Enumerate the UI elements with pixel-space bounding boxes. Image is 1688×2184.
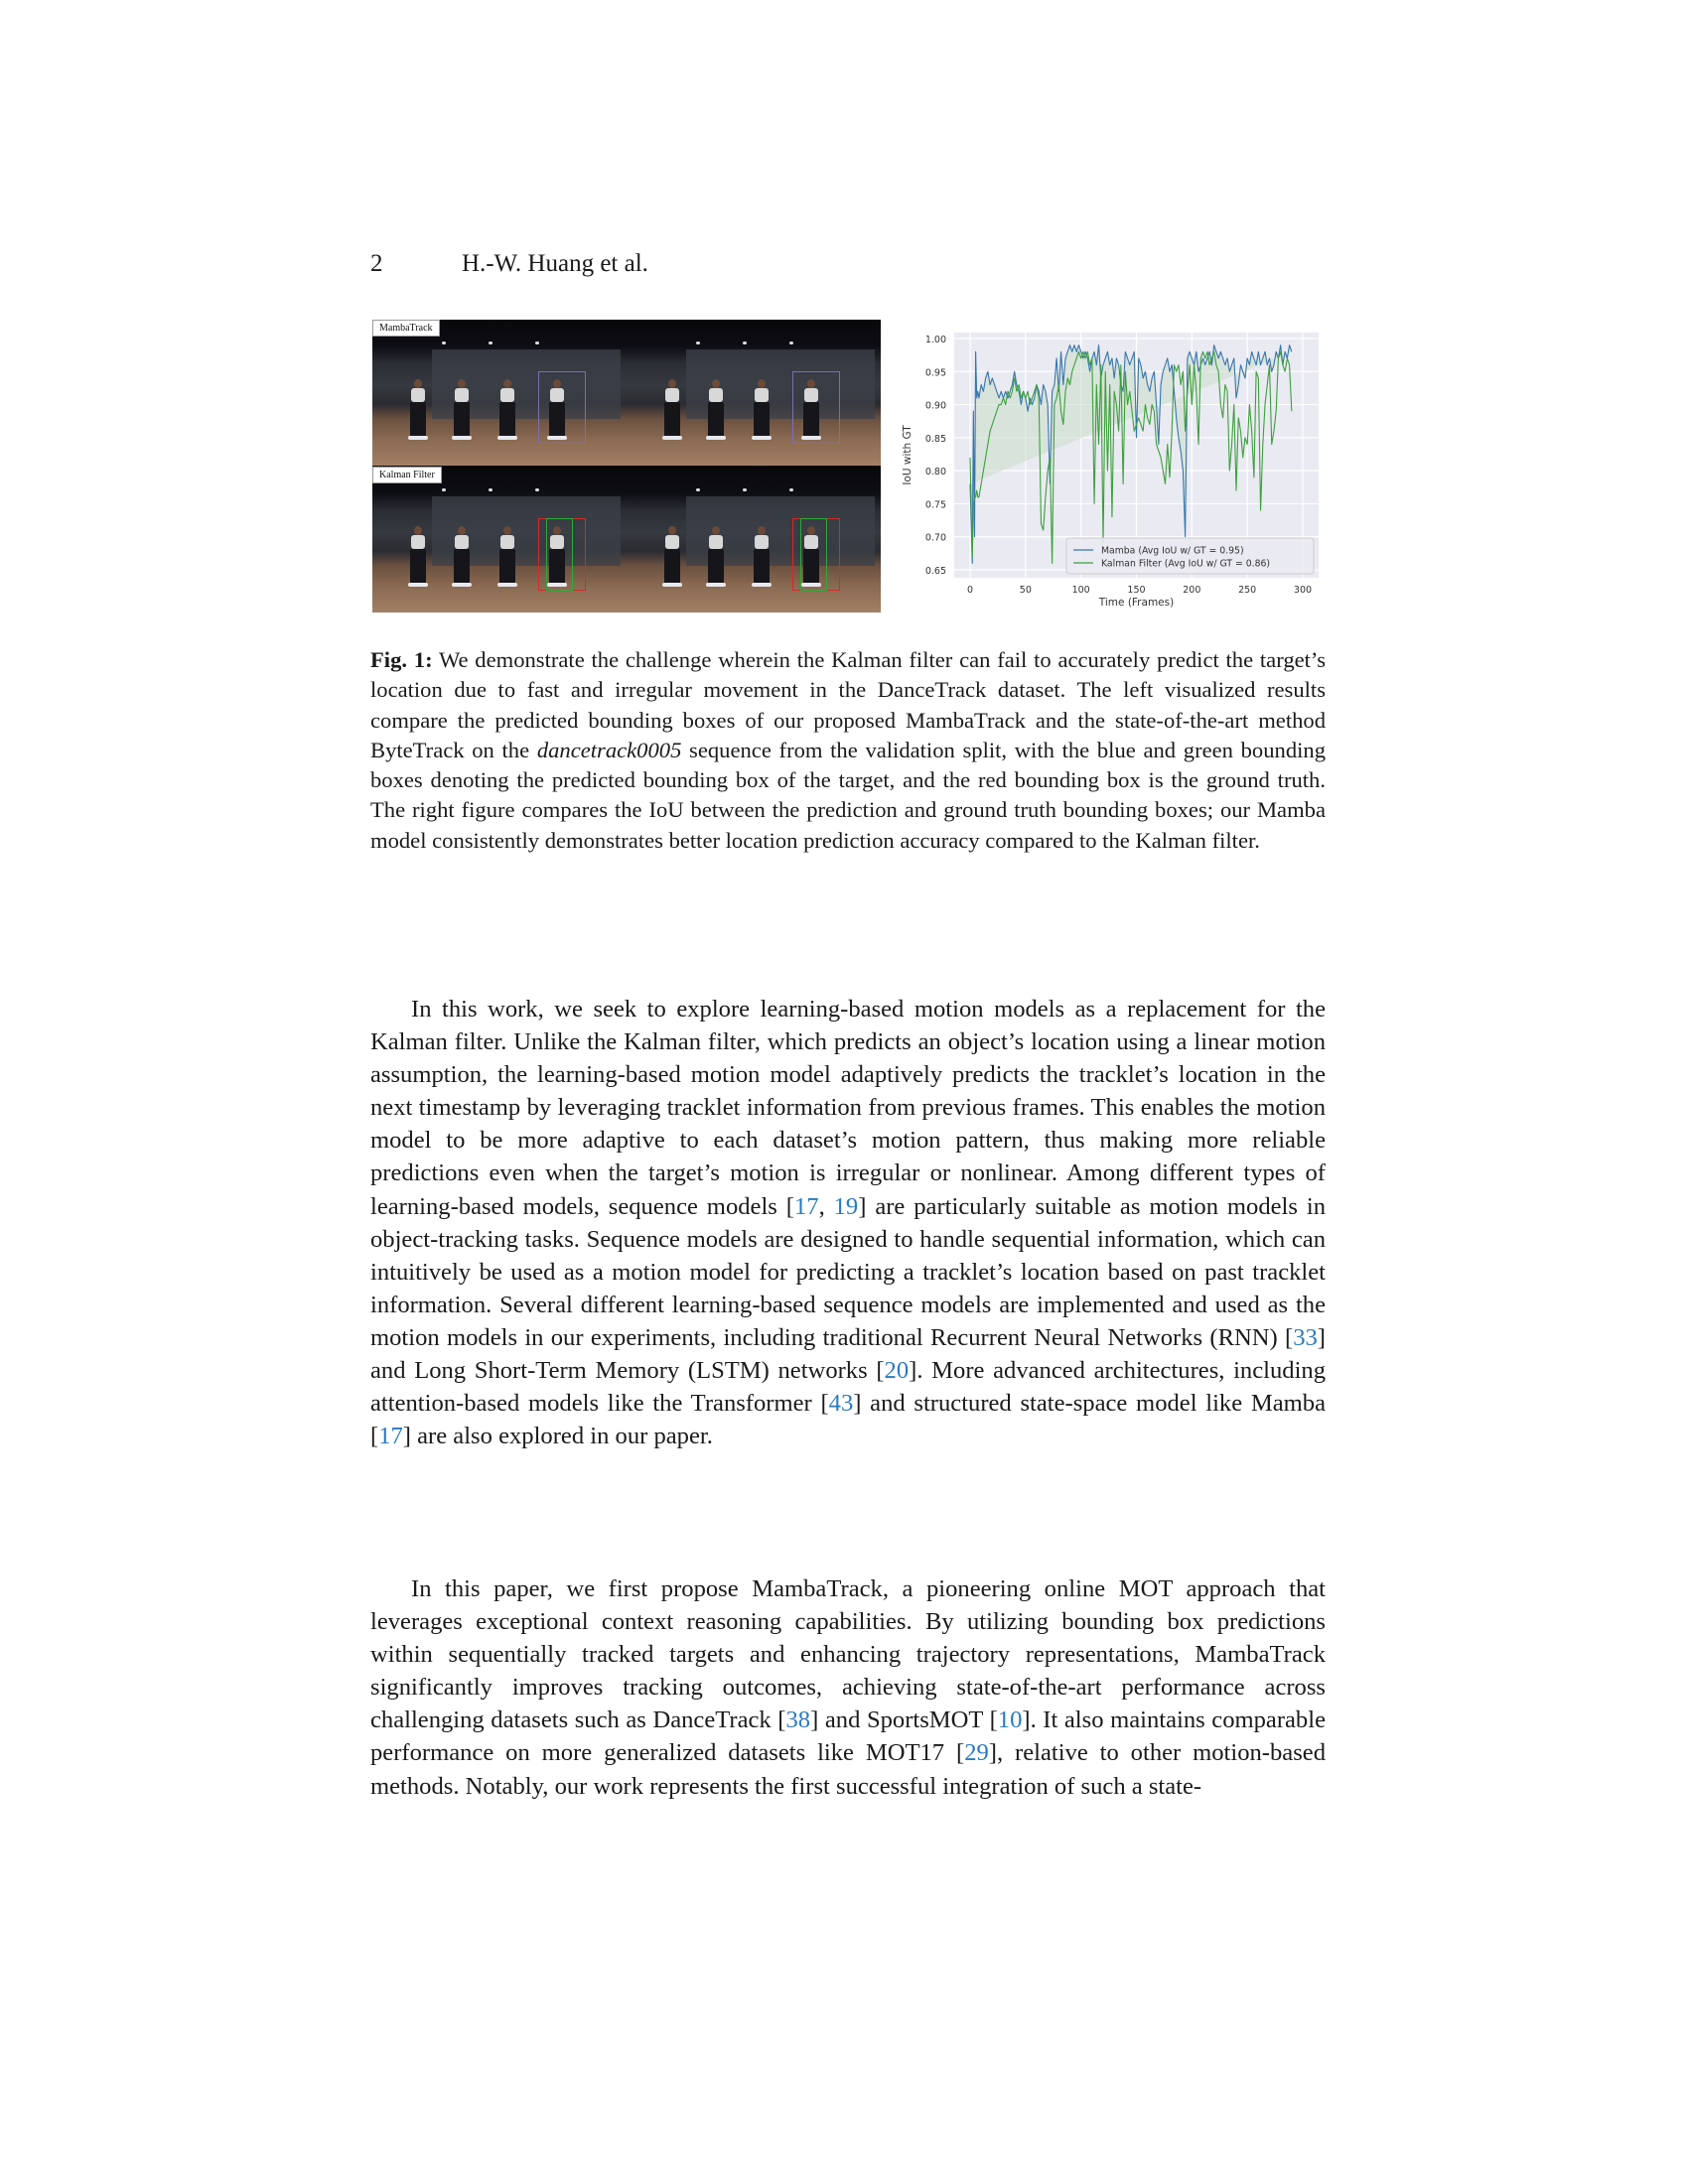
y-tick-label: 0.70 [924,532,946,544]
tracking-frame [627,320,881,466]
x-axis-label: Time (Frames) [1098,597,1175,609]
y-axis-label: IoU with GT [902,425,914,485]
body-paragraph-1 [370,993,1326,1452]
caption-text-b: sequence from the validation split, with the blue and green bounding boxes denoting the predicted bounding box of the target, and the red bounding box is the ground truth. The right figure compares the IoU between the prediction and ground truth bounding boxes; our Mamba model consistently demonstrates better location prediction accuracy compared to the Kalman filter. [370,737,1326,853]
mamba-bbox [538,371,586,444]
citation-link[interactable]: 17 [793,1192,819,1220]
dancer-figure [664,379,680,441]
citation-link[interactable]: 10 [997,1706,1023,1734]
citation-link[interactable]: 19 [833,1192,859,1220]
y-tick-label: 0.80 [924,467,946,478]
dancer-figure [708,379,724,441]
y-tick-label: 0.75 [924,499,946,511]
page-number: 2 [370,250,383,277]
chart-legend [1066,538,1314,574]
y-tick-label: 0.90 [924,400,946,412]
mamba-bbox [792,371,840,444]
caption-text-a: We demonstrate the challenge wherein the Kalman filter can fail to accurately predict the target’s location due to fast and irregular movement in the DanceTrack dataset. The left visualized results compare the predicted bounding boxes of our proposed MambaTrack and the state-of-the-art method ByteTrack on the [370,647,1326,762]
tracking-frame [627,467,881,613]
x-tick-label: 50 [1019,585,1032,596]
paragraph-text: In this work, we seek to explore learning-based motion models as a replacement for the Kalman filter. Unlike the Kalman filter, which predicts an object’s location using a linear motion assumption, the learning-based motion model adaptively predicts the tracklet’s location in the next timestamp by leveraging tracklet information from previous frames. This enables the motion model to be more adaptive to each dataset’s motion pattern, thus making more reliable predictions even when the target’s motion is irregular or nonlinear. Among different types of learning-based models, sequence models [17, 19] are particularly suitable as motion models in object-tracking tasks. Sequence models are designed to handle sequential information, which can intuitively be used as a motion model for predicting a tracklet’s location based on past tracklet information. Several different learning-based sequence models are implemented and used as the motion models in our experiments, including traditional Recurrent Neural Networks (RNN) [33] and Long Short-Term Memory (LSTM) networks [20]. More advanced architectures, including attention-based models like the Transformer [43] and structured state-space model like Mamba [17] are also explored in our paper. [370,996,1326,1450]
dancer-figure [499,526,515,588]
citation-link[interactable]: 33 [1293,1323,1318,1351]
citation-link[interactable]: 29 [964,1739,989,1767]
kalman-bbox [800,518,827,591]
citation-link[interactable]: 17 [378,1423,403,1450]
x-tick-label: 100 [1071,585,1090,596]
dancer-figure [410,526,426,588]
body-paragraph-2 [370,1572,1326,1803]
figure-label: Fig. 1: [370,647,433,672]
iou-chart [889,318,1326,615]
tracking-frame [372,320,627,466]
x-tick-label: 200 [1183,585,1201,596]
dancer-figure [754,379,770,441]
dancer-figure [454,526,470,588]
citation-link[interactable]: 20 [884,1357,910,1385]
citation-link[interactable]: 43 [828,1390,854,1418]
dancer-figure [499,379,515,441]
dancer-figure [410,379,426,441]
paragraph-text: In this paper, we first propose MambaTrack, a pioneering online MOT approach that leverages exceptional context reasoning capabilities. By utilizing bounding box predictions within sequentially tracked targets and enhancing trajectory representations, MambaTrack significantly improves tracking outcomes, achieving state-of-the-art performance across challenging datasets such as DanceTrack [38] and SportsMOT [10]. It also maintains comparable performance on more generalized datasets like MOT17 [29], relative to other motion-based methods. Notably, our work represents the first successful integration of such a state- [370,1575,1326,1800]
legend-kalman-label: Kalman Filter (Avg IoU w/ GT = 0.86) [1101,558,1271,570]
figure-tracking-photos [372,320,881,613]
y-tick-label: 0.85 [924,433,946,445]
x-tick-label: 150 [1127,585,1146,596]
x-tick-label: 250 [1238,585,1257,596]
legend-mamba-label: Mamba (Avg IoU w/ GT = 0.95) [1101,545,1244,557]
running-head-authors: H.-W. Huang et al. [462,250,648,277]
dancer-figure [454,379,470,441]
dancer-figure [754,526,770,588]
y-tick-label: 1.00 [924,335,946,345]
kalman-bbox [546,518,573,591]
iou-line-chart [889,318,1326,615]
citation-link[interactable]: 38 [785,1706,811,1734]
dancer-figure [708,526,724,588]
tracking-frame [372,467,627,613]
y-tick-label: 0.65 [924,566,946,577]
caption-sequence-name: dancetrack0005 [536,737,682,762]
figure-caption [370,645,1326,856]
x-tick-label: 0 [966,585,974,596]
x-tick-label: 300 [1293,585,1313,596]
kalman-filter-label: Kalman Filter [372,467,442,483]
y-tick-label: 0.95 [924,367,946,379]
dancer-figure [664,526,680,588]
mambatrack-label: MambaTrack [372,320,440,337]
